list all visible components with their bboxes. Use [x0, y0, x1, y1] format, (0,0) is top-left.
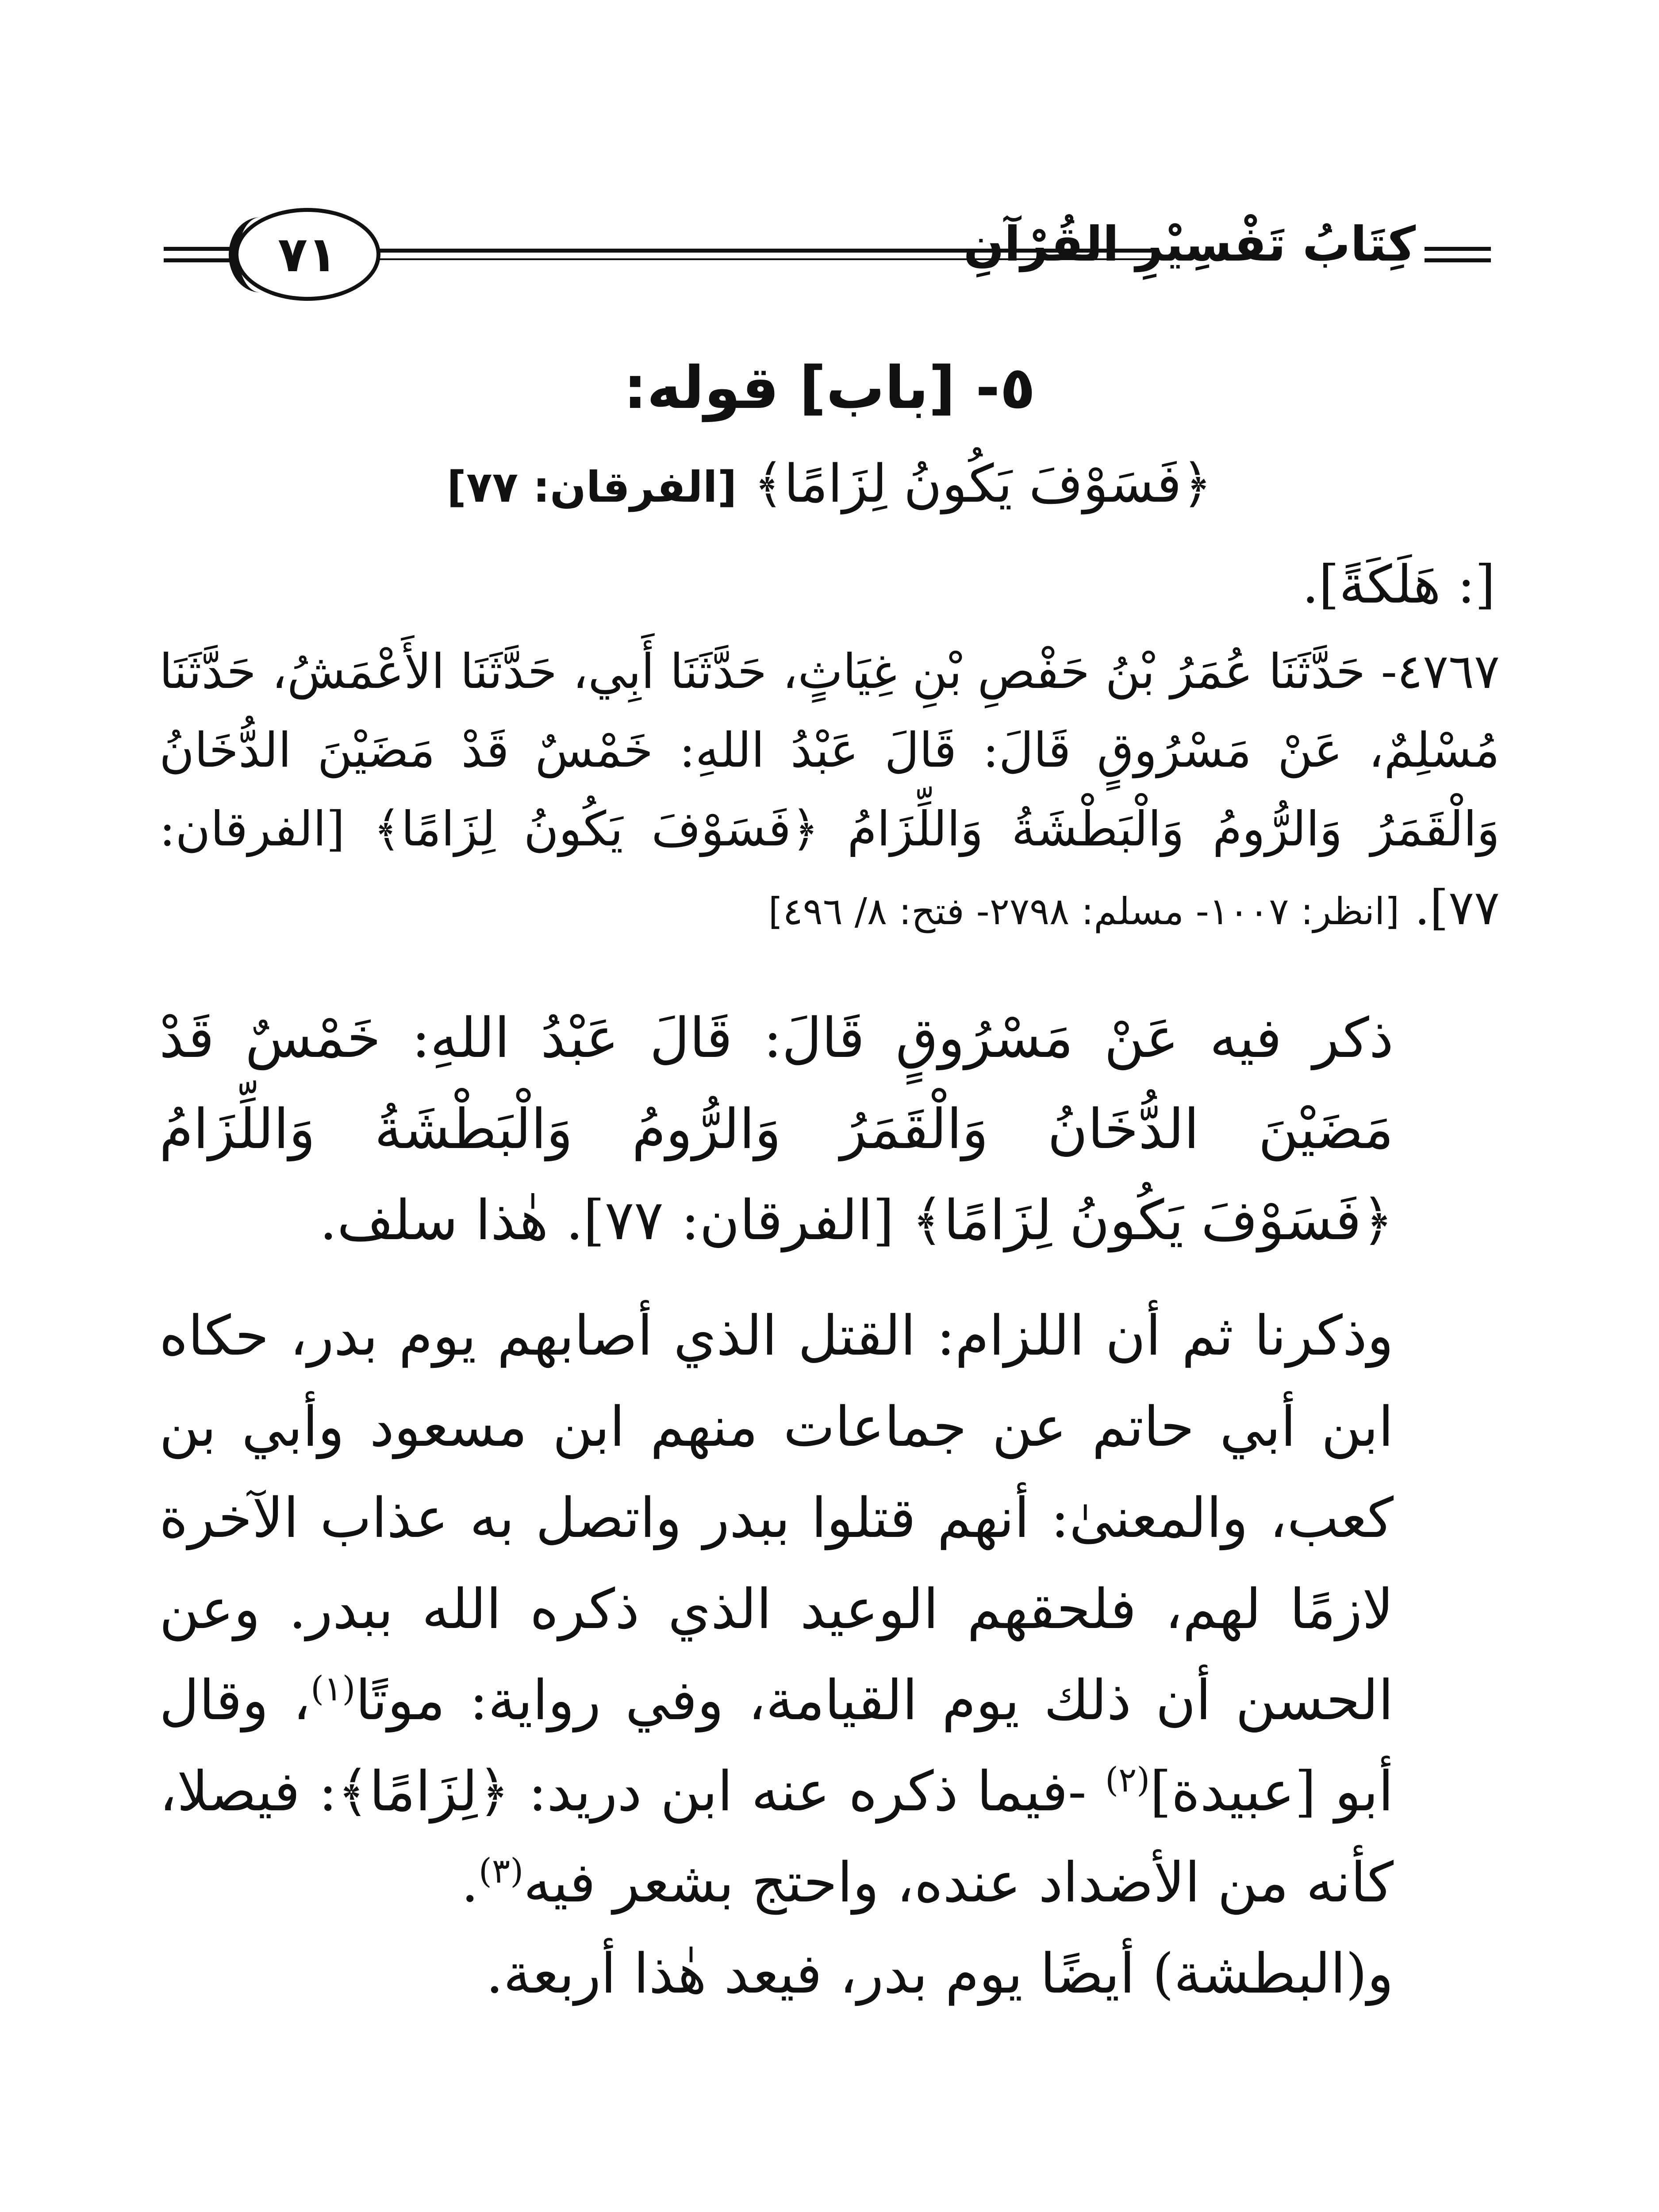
- paragraph-text: وذكرنا ثم أن اللزام: القتل الذي أصابهم يوم بدر، حكاه ابن أبي حاتم عن جماعات منهم ابن مسعود وأبي بن كعب، والمعنىٰ: أنهم قتلوا ببدر واتصل به عذاب الآخرة لازمًا لهم، فلحقهم الوعيد الذي ذكره الله ببدر. وعن الحسن أن ذلك يوم القيامة، وفي رواية: موتًا: [159, 1304, 1394, 1732]
- paragraph-text: -فيما ذكره عنه ابن دريد: ﴿لِزَامًا﴾: فيصلا، كأنه من الأضداد عنده، واحتج بشعر فيه: [159, 1760, 1394, 1915]
- page-header: [164, 199, 1491, 305]
- hadith-sources: [انظر: ١٠٠٧- مسلم: ٢٧٩٨- فتح: ٨/ ٤٩٦]: [768, 890, 1400, 933]
- quran-verse: ﴿فَسَوْفَ يَكُونُ لِزَامًا﴾: [753, 453, 1212, 514]
- commentary-paragraph: و(البطشة) أيضًا يوم بدر، فيعد هٰذا أربعة.: [486, 1942, 1394, 2006]
- paragraph-text: ، وقال أبو [عبيدة]: [159, 1669, 1394, 1824]
- commentary-paragraph: [159, 1290, 1500, 1928]
- footnote-marker: (١): [311, 1669, 356, 1709]
- chapter-heading: ٥- [باب] قوله:: [623, 354, 1036, 422]
- verse-gloss: [: هَلَكَةً].: [1302, 554, 1495, 615]
- verse-heading: [159, 453, 1500, 514]
- page-number-text: ٧١: [277, 226, 338, 283]
- running-title: كِتَابُ تَفْسِيْرِ القُرْآنِ: [963, 217, 1416, 272]
- paragraph-text: .: [461, 1851, 479, 1915]
- commentary-paragraph: ذكر فيه عَنْ مَسْرُوقٍ قَالَ: قَالَ عَبْدُ اللهِ: خَمْسٌ قَدْ مَضَيْنَ الدُّخَانُ وَالْقَمَرُ وَالرُّومُ وَالْبَطْشَةُ وَاللِّزَامُ ﴿فَسَوْفَ يَكُونُ لِزَامًا﴾ [الفرقان: ٧٧]. هٰذا سلف.: [159, 1006, 1394, 1252]
- footnote-marker: (٢): [1105, 1760, 1150, 1800]
- header-rule: [1425, 247, 1491, 251]
- header-rule: [1425, 258, 1491, 262]
- verse-reference: [الفرقان: ٧٧]: [447, 462, 737, 512]
- hadith-isnad-matn: ٤٧٦٧- حَدَّثَنَا عُمَرُ بْنُ حَفْصِ بْنِ غِيَاثٍ، حَدَّثَنَا أَبِي، حَدَّثَنَا الأَعْمَشُ، حَدَّثَنَا مُسْلِمٌ، عَنْ مَسْرُوقٍ قَالَ: قَالَ عَبْدُ اللهِ: خَمْسٌ قَدْ مَضَيْنَ الدُّخَانُ وَالْقَمَرُ وَالرُّومُ وَالْبَطْشَةُ وَاللِّزَامُ ﴿فَسَوْفَ يَكُونُ لِزَامًا﴾ [الفرقان: ٧٧].: [159, 644, 1500, 936]
- page-number: [234, 208, 380, 301]
- hadith-text: [159, 633, 1500, 951]
- footnote-marker: (٣): [478, 1851, 524, 1891]
- page-body: [159, 354, 1500, 2020]
